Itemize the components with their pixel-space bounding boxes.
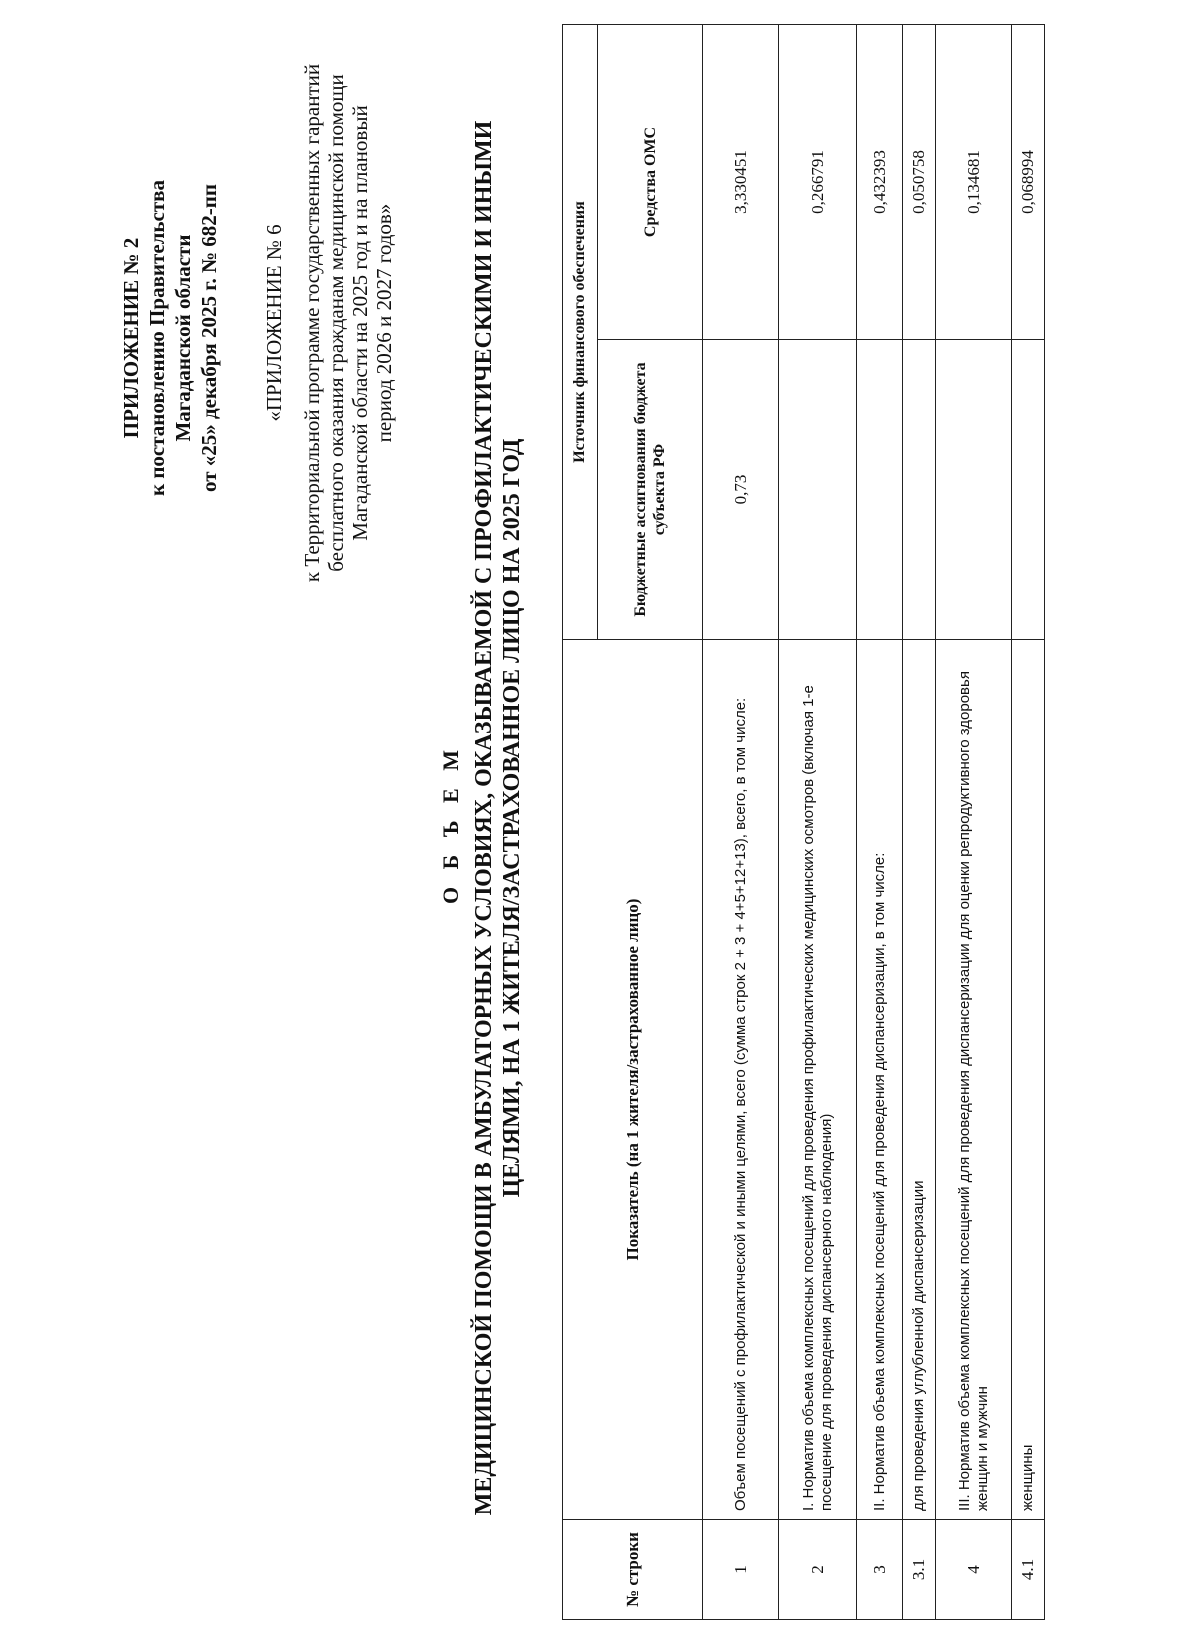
row-oms-value: 0,266791 [779,25,857,340]
row-indicator: Объем посещений с профилактической и иными целями, всего (сумма строк 2 + 3 + 4+5+12+13), всего, в том числе: [703,640,779,1520]
row-budget-value [779,340,857,640]
program-reference [262,3,396,643]
appendix-header [118,58,222,618]
row-budget-value [936,340,1012,640]
row-oms-value: 0,432393 [857,25,903,340]
row-oms-value: 0,068994 [1012,25,1045,340]
header-indicator: Показатель (на 1 жителя/застрахованное лицо) [563,640,703,1520]
row-number: 1 [703,1520,779,1620]
row-budget-value [857,340,903,640]
table-row [779,25,857,1620]
program-line-1: к Территориальной программе государственных гарантий [300,63,324,583]
table-row [936,25,1012,1620]
program-line-2: бесплатного оказания гражданам медицинской помощи [324,74,348,572]
header-funding-source: Источник финансового обеспечения [563,25,598,640]
row-budget-value: 0,73 [703,340,779,640]
row-indicator: для проведения углубленной диспансеризации [903,640,936,1520]
appendix-line-2: к постановлению Правительства [145,179,169,497]
row-indicator: II. Норматив объема комплексных посещений для проведения диспансеризации, в том числе: [857,640,903,1520]
header-budget: Бюджетные ассигнования бюджета субъекта РФ [598,340,703,640]
appendix-title: ПРИЛОЖЕНИЕ № 2 [119,237,143,439]
row-number: 3.1 [903,1520,936,1620]
program-annex-title: «ПРИЛОЖЕНИЕ № 6 [262,224,286,422]
appendix-date-line: от «25» декабря 2025 г. № 682-пп [197,183,221,493]
row-oms-value: 0,134681 [936,25,1012,340]
header-oms: Средства ОМС [598,25,703,340]
volume-table [562,24,1045,1620]
document-title-line-2: ЦЕЛЯМИ, НА 1 ЖИТЕЛЯ/ЗАСТРАХОВАННОЕ ЛИЦО НА 2025 ГОД [499,438,525,1198]
table-row [703,25,779,1620]
document-title-word: О Б Ъ Е М [438,744,463,904]
table-row [857,25,903,1620]
program-line-3: Магаданской области на 2025 год и на плановый [348,105,372,541]
row-number: 4 [936,1520,1012,1620]
table-row [1012,25,1045,1620]
row-oms-value: 3,330451 [703,25,779,340]
table-row [903,25,936,1620]
row-budget-value [1012,340,1045,640]
document-title [470,108,526,1528]
row-number: 2 [779,1520,857,1620]
row-indicator: III. Норматив объема комплексных посещений для проведения диспансеризации для оценки репродуктивного здоровья женщин и мужчин [936,640,1012,1520]
row-indicator: I. Норматив объема комплексных посещений для проведения профилактических медицинских осмотров (включая 1-е посещение для проведения диспансерного наблюдения) [779,640,857,1520]
row-number: 4.1 [1012,1520,1045,1620]
row-budget-value [903,340,936,640]
program-line-4: период 2026 и 2027 годов» [372,203,396,443]
appendix-line-3: Магаданской области [171,234,195,442]
row-number: 3 [857,1520,903,1620]
row-indicator: женщины [1012,640,1045,1520]
row-oms-value: 0,050758 [903,25,936,340]
document-title-line-1: МЕДИЦИНСКОЙ ПОМОЩИ В АМБУЛАТОРНЫХ УСЛОВИЯХ, ОКАЗЫВАЕМОЙ С ПРОФИЛАКТИЧЕСКИМИ И ИНЫМИ [471,120,497,1516]
header-row-number: № строки [563,1520,703,1620]
